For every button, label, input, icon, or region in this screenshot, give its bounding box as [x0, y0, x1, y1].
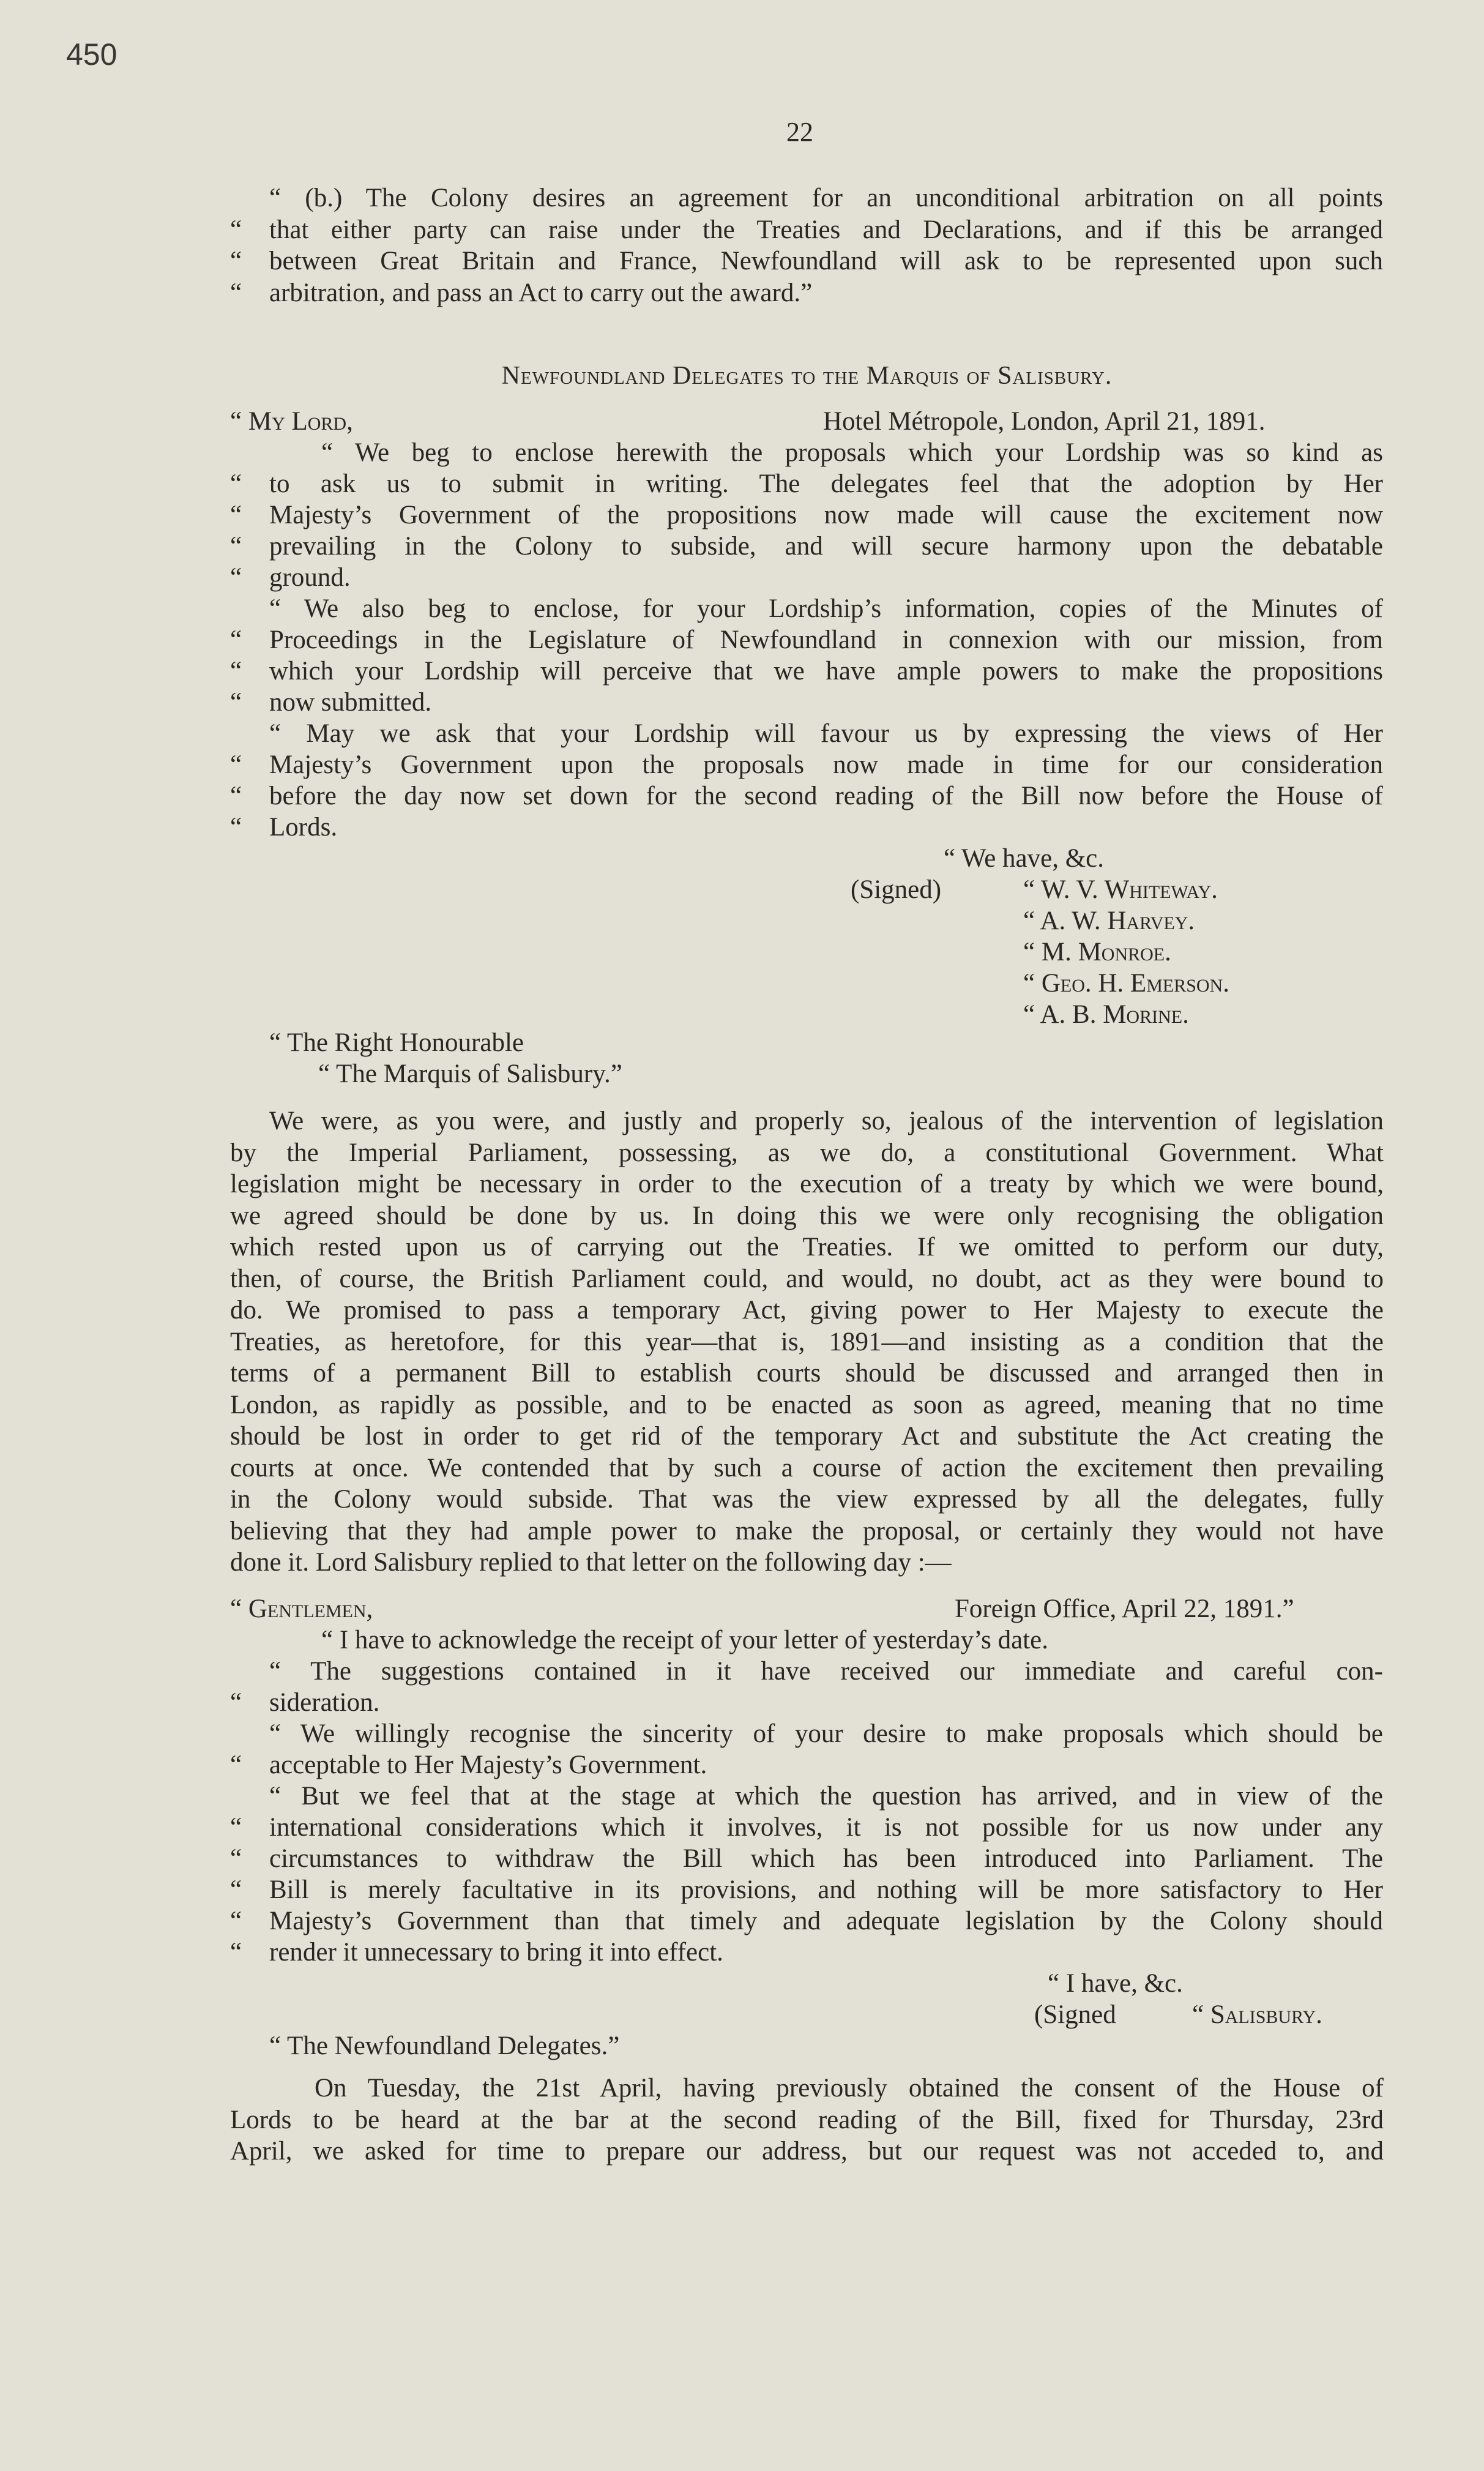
narrative-line: London, as rapidly as possible, and to be enacted as soon as agreed, meaning that no time: [230, 1390, 1384, 1419]
quote-mark: “: [230, 1688, 242, 1717]
narrative-line: courts at once. We contended that by such a course of action the excitement then prevailing: [230, 1453, 1384, 1482]
letter-line: “ But we feel that at the stage at which the question has arrived, and in view of the: [269, 1782, 1383, 1811]
final-line: April, we asked for time to prepare our address, but our request was not acceded to, and: [230, 2137, 1384, 2166]
letter-line: “ We beg to enclose herewith the proposals which your Lordship was so kind as: [321, 438, 1383, 467]
letter-line: which your Lordship will perceive that we have ample powers to make the propositions: [269, 657, 1383, 686]
narrative-line: do. We promised to pass a temporary Act, giving power to Her Majesty to execute the: [230, 1296, 1384, 1325]
letter-line: to ask us to submit in writing. The delegates feel that the adoption by Her: [269, 469, 1383, 498]
narrative-line: we agreed should be done by us. In doing this we were only recognising the obligation: [230, 1201, 1384, 1230]
quote-mark: “: [230, 1875, 242, 1904]
letter-line: Majesty’s Government upon the proposals now made in time for our consideration: [269, 750, 1383, 779]
quote-mark: “: [230, 215, 242, 244]
final-line: On Tuesday, the 21st April, having previously obtained the consent of the House of: [315, 2074, 1384, 2103]
quote-mark: “: [230, 657, 242, 686]
block-b-line: arbitration, and pass an Act to carry out the award.”: [269, 279, 813, 307]
narrative-line: terms of a permanent Bill to establish courts should be discussed and arranged then in: [230, 1359, 1384, 1388]
narrative-line: in the Colony would subside. That was the view expressed by all the delegates, fully: [230, 1485, 1384, 1514]
quote-mark: “: [230, 1813, 242, 1842]
quote-mark: “: [230, 563, 242, 592]
quote-mark: “: [230, 1751, 242, 1779]
section-heading: Newfoundland Delegates to the Marquis of Salisbury.: [501, 362, 1113, 390]
letter-line: circumstances to withdraw the Bill which has been introduced into Parliament. The: [269, 1844, 1383, 1873]
letter-line: “ We willingly recognise the sincerity of your desire to make proposals which should be: [269, 1719, 1383, 1748]
letter-line: “ May we ask that your Lordship will favour us by expressing the views of Her: [269, 719, 1383, 748]
quote-mark: “: [230, 813, 242, 842]
quote-mark: “: [230, 1844, 242, 1873]
letter-line: Proceedings in the Legislature of Newfoundland in connexion with our mission, from: [269, 626, 1383, 654]
letter-salutation: “ Gentlemen,: [230, 1594, 373, 1623]
signatory: “ M. Monroe.: [1023, 938, 1171, 966]
signatory: “ Geo. H. Emerson.: [1023, 969, 1229, 998]
letter-line: Bill is merely facultative in its provisions, and nothing will be more satisfactory to Her: [269, 1875, 1383, 1904]
addressee: “ The Newfoundland Delegates.”: [269, 2032, 620, 2060]
signatory: “ W. V. Whiteway.: [1023, 875, 1218, 904]
narrative-line: legislation might be necessary in order to the execution of a treaty by which we were bound,: [230, 1170, 1384, 1198]
signatory: “ A. W. Harvey.: [1023, 907, 1195, 935]
letter-line: Majesty’s Government than that timely and adequate legislation by the Colony should: [269, 1907, 1383, 1935]
quote-mark: “: [230, 247, 242, 275]
narrative-line: by the Imperial Parliament, possessing, as we do, a constitutional Government. What: [230, 1138, 1384, 1167]
letter-line: acceptable to Her Majesty’s Government.: [269, 1751, 707, 1779]
letter-line: now submitted.: [269, 688, 432, 717]
letter-address: Foreign Office, April 22, 1891.”: [955, 1594, 1294, 1623]
quote-mark: “: [230, 532, 242, 561]
addressee: “ The Right Honourable: [269, 1028, 524, 1057]
final-paragraph: [230, 2073, 1384, 2167]
quote-mark: “: [230, 750, 242, 779]
letter-address: Hotel Métropole, London, April 21, 1891.: [823, 407, 1266, 436]
letter-salutation: “ My Lord,: [230, 407, 353, 436]
quote-mark: “: [230, 469, 242, 498]
letter-line: before the day now set down for the second reading of the Bill now before the House of: [269, 782, 1383, 810]
narrative-line: then, of course, the British Parliament could, and would, no doubt, act as they were bound to: [230, 1264, 1384, 1293]
folio-number: 450: [66, 37, 117, 72]
narrative-line: done it. Lord Salisbury replied to that letter on the following day :—: [230, 1548, 952, 1577]
block-b-line: that either party can raise under the Treaties and Declarations, and if this be arranged: [269, 215, 1383, 244]
letter-line: Majesty’s Government of the propositions now made will cause the excitement now: [269, 501, 1383, 529]
narrative-line: believing that they had ample power to make the proposal, or certainly they would not have: [230, 1516, 1384, 1546]
page-number: 22: [786, 117, 813, 147]
block-b-line: “ (b.) The Colony desires an agreement for an unconditional arbitration on all points: [269, 184, 1383, 212]
quote-mark: “: [230, 1907, 242, 1935]
signatory: “ Salisbury.: [1192, 2000, 1322, 2029]
quote-mark: “: [230, 501, 242, 529]
letter-line: international considerations which it involves, it is not possible for us now under any: [269, 1813, 1383, 1842]
letter-line: Lords.: [269, 813, 338, 842]
quote-mark: “: [230, 782, 242, 810]
quote-mark: “: [230, 279, 242, 307]
letter-line: sideration.: [269, 1688, 380, 1717]
letter-closing: “ I have, &c.: [1048, 1969, 1183, 1998]
final-line: Lords to be heard at the bar at the second reading of the Bill, fixed for Thursday, 23rd: [230, 2105, 1384, 2134]
narrative-line: should be lost in order to get rid of the temporary Act and substitute the Act creating the: [230, 1422, 1384, 1451]
letter-line: render it unnecessary to bring it into effect.: [269, 1938, 723, 1967]
letter-line: “ I have to acknowledge the receipt of your letter of yesterday’s date.: [321, 1626, 1048, 1654]
letter-line: prevailing in the Colony to subside, and will secure harmony upon the debatable: [269, 532, 1383, 561]
letter-line: “ We also beg to enclose, for your Lordship’s information, copies of the Minutes of: [269, 594, 1383, 623]
signatory: “ A. B. Morine.: [1023, 1000, 1189, 1029]
letter-line: ground.: [269, 563, 351, 592]
narrative-paragraph: [230, 1105, 1384, 1579]
quote-mark: “: [230, 1938, 242, 1967]
narrative-line: Treaties, as heretofore, for this year—that is, 1891—and insisting as a condition that the: [230, 1327, 1384, 1356]
addressee: “ The Marquis of Salisbury.”: [318, 1060, 622, 1088]
quote-mark: “: [230, 688, 242, 717]
letter-closing: “ We have, &c.: [944, 844, 1104, 873]
narrative-line: We were, as you were, and justly and properly so, jealous of the intervention of legislation: [269, 1107, 1384, 1135]
narrative-line: which rested upon us of carrying out the Treaties. If we omitted to perform our duty,: [230, 1233, 1384, 1262]
signed-label: (Signed): [851, 875, 942, 904]
quote-mark: “: [230, 626, 242, 654]
block-b-line: between Great Britain and France, Newfoundland will ask to be represented upon such: [269, 247, 1383, 275]
signed-label: (Signed: [1034, 2000, 1116, 2029]
letter-line: “ The suggestions contained in it have received our immediate and careful con-: [269, 1657, 1383, 1686]
